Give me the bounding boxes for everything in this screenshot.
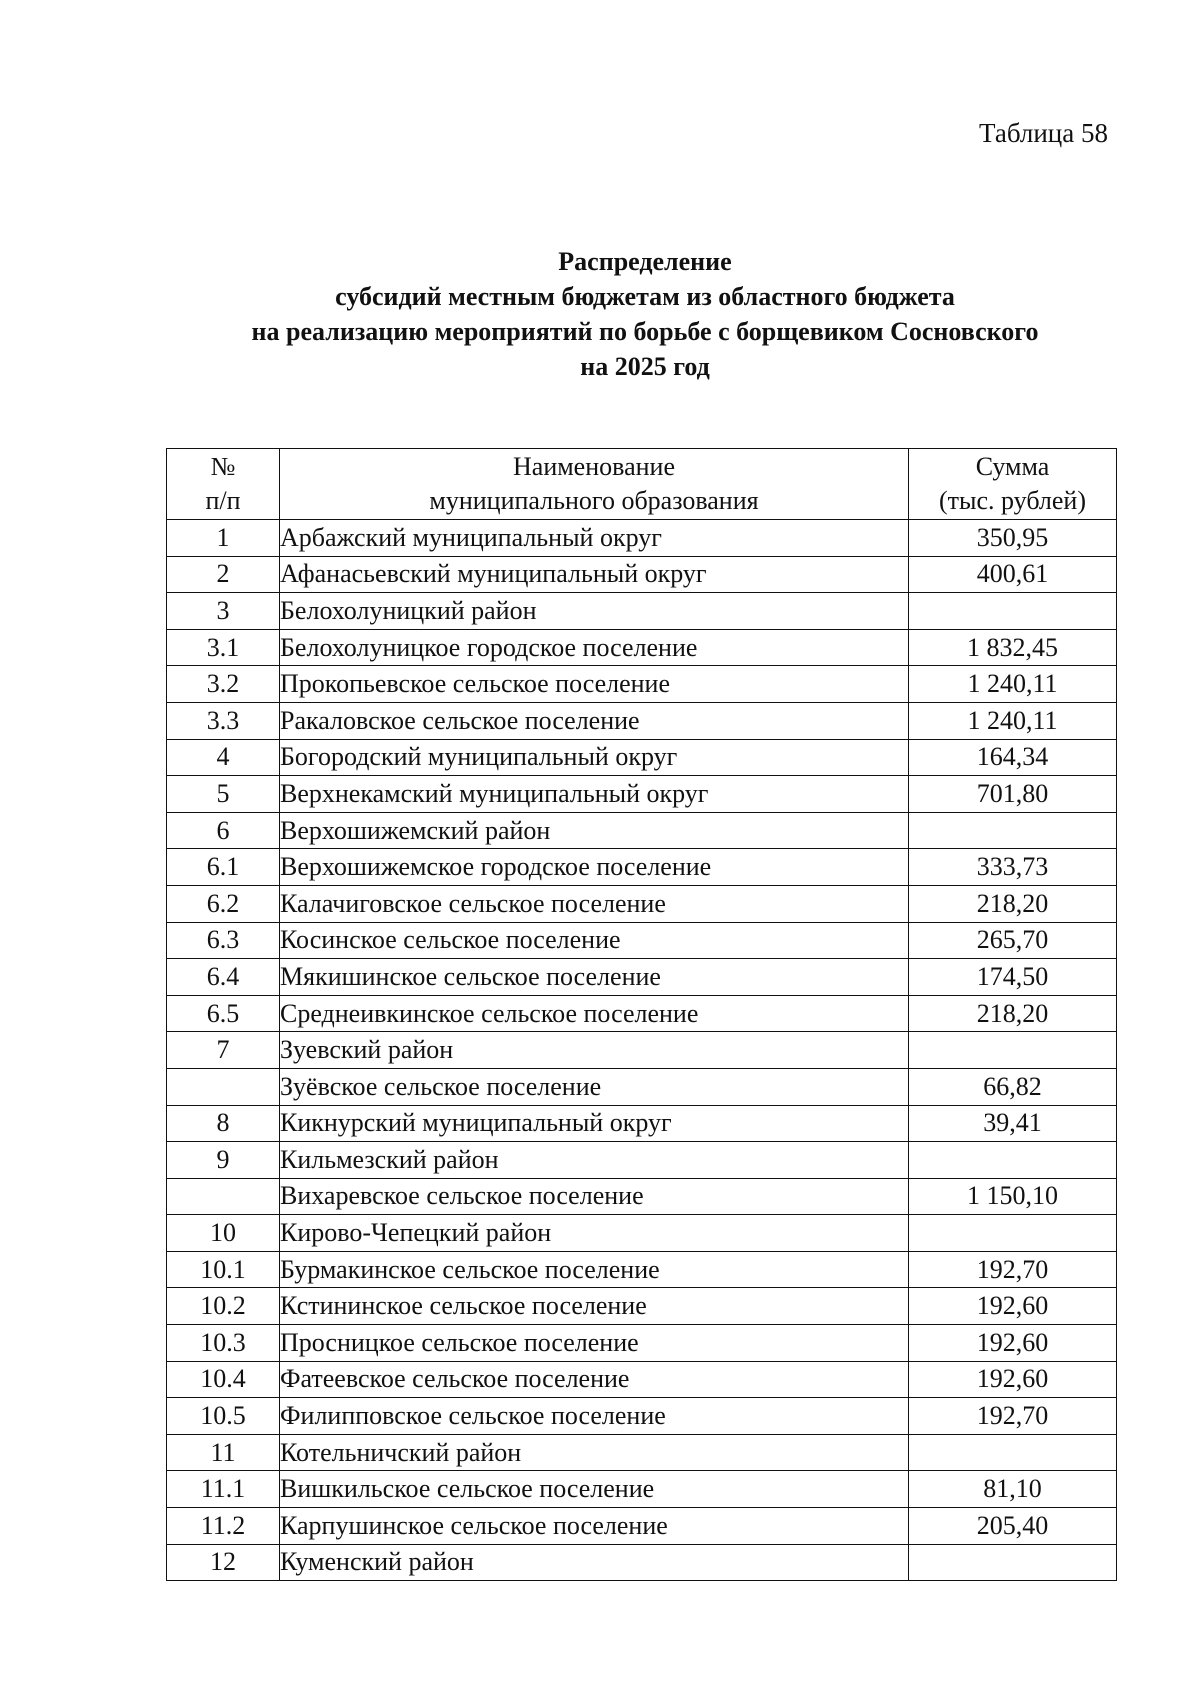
row-sum [909,1434,1117,1471]
header-sum-line-1: Сумма [975,452,1050,481]
row-sum [909,1544,1117,1581]
row-number: 6.3 [167,922,280,959]
row-name: Вишкильское сельское поселение [280,1471,909,1508]
row-name: Мякишинское сельское поселение [280,959,909,996]
table-row [167,812,1117,849]
row-name: Верхнекамский муниципальный округ [280,776,909,813]
header-number [167,449,280,520]
table-row [167,849,1117,886]
table-row [167,1398,1117,1435]
table-header-row [167,449,1117,520]
row-sum: 1 832,45 [909,629,1117,666]
table-row [167,1471,1117,1508]
table-row [167,556,1117,593]
row-name: Белохолуницкое городское поселение [280,629,909,666]
row-name: Калачиговское сельское поселение [280,885,909,922]
table-row [167,702,1117,739]
row-name: Фатеевское сельское поселение [280,1361,909,1398]
header-name-line-1: Наименование [513,452,675,481]
row-sum: 218,20 [909,995,1117,1032]
header-number-line-1: № [210,452,236,481]
row-name: Богородский муниципальный округ [280,739,909,776]
row-sum: 192,70 [909,1398,1117,1435]
document-title [0,244,1200,384]
row-number: 8 [167,1105,280,1142]
row-number: 7 [167,1032,280,1069]
table-row [167,1251,1117,1288]
row-sum: 218,20 [909,885,1117,922]
row-name: Афанасьевский муниципальный округ [280,556,909,593]
table-number: Таблица 58 [979,118,1108,148]
table-row [167,1508,1117,1545]
table-row [167,1105,1117,1142]
row-name: Кирово-Чепецкий район [280,1215,909,1252]
table-row [167,1215,1117,1252]
row-name: Куменский район [280,1544,909,1581]
row-sum: 265,70 [909,922,1117,959]
row-number: 10.4 [167,1361,280,1398]
row-sum: 205,40 [909,1508,1117,1545]
row-number [167,1068,280,1105]
row-number: 11.2 [167,1508,280,1545]
row-number: 3.2 [167,666,280,703]
table-row [167,1434,1117,1471]
row-name: Косинское сельское поселение [280,922,909,959]
row-number: 10.3 [167,1325,280,1362]
table-row [167,1361,1117,1398]
row-sum: 192,60 [909,1325,1117,1362]
table-row [167,666,1117,703]
row-number: 4 [167,739,280,776]
row-sum: 1 150,10 [909,1178,1117,1215]
title-line-4: на 2025 год [580,352,710,381]
row-number [167,1178,280,1215]
table-row [167,1068,1117,1105]
row-sum [909,593,1117,630]
row-name: Просницкое сельское поселение [280,1325,909,1362]
row-name: Филипповское сельское поселение [280,1398,909,1435]
title-line-1: Распределение [558,247,732,276]
row-name: Верхошижемское городское поселение [280,849,909,886]
row-sum: 192,60 [909,1288,1117,1325]
row-sum: 1 240,11 [909,702,1117,739]
row-sum [909,1215,1117,1252]
table-row [167,1178,1117,1215]
table-row [167,1544,1117,1581]
row-number: 6.1 [167,849,280,886]
row-number: 12 [167,1544,280,1581]
row-number: 11 [167,1434,280,1471]
table-row [167,885,1117,922]
row-name: Кстининское сельское поселение [280,1288,909,1325]
row-name: Карпушинское сельское поселение [280,1508,909,1545]
row-sum: 81,10 [909,1471,1117,1508]
table-row [167,1325,1117,1362]
table-row [167,995,1117,1032]
row-sum: 192,60 [909,1361,1117,1398]
row-number: 3.3 [167,702,280,739]
row-number: 11.1 [167,1471,280,1508]
row-sum: 192,70 [909,1251,1117,1288]
table-row [167,1032,1117,1069]
header-sum-line-2: (тыс. рублей) [938,486,1086,515]
row-name: Белохолуницкий район [280,593,909,630]
row-name: Бурмакинское сельское поселение [280,1251,909,1288]
row-sum: 333,73 [909,849,1117,886]
row-name: Котельничский район [280,1434,909,1471]
table-row [167,922,1117,959]
row-number: 6.2 [167,885,280,922]
row-name: Среднеивкинское сельское поселение [280,995,909,1032]
row-number: 6.5 [167,995,280,1032]
row-name: Кильмезский район [280,1142,909,1179]
row-number: 5 [167,776,280,813]
row-name: Арбажский муниципальный округ [280,520,909,557]
row-number: 9 [167,1142,280,1179]
title-line-2: субсидий местным бюджетам из областного бюджета [335,282,955,311]
table-row [167,520,1117,557]
row-name: Прокопьевское сельское поселение [280,666,909,703]
row-number: 10.1 [167,1251,280,1288]
row-sum: 164,34 [909,739,1117,776]
row-name: Ракаловское сельское поселение [280,702,909,739]
header-number-line-2: п/п [205,486,241,515]
row-sum: 350,95 [909,520,1117,557]
row-sum [909,812,1117,849]
row-name: Зуёвское сельское поселение [280,1068,909,1105]
table-row [167,776,1117,813]
table-row [167,629,1117,666]
row-sum: 1 240,11 [909,666,1117,703]
row-sum: 39,41 [909,1105,1117,1142]
table-body [167,520,1117,1581]
row-number: 3.1 [167,629,280,666]
row-sum: 400,61 [909,556,1117,593]
header-sum [909,449,1117,520]
row-sum: 174,50 [909,959,1117,996]
row-name: Зуевский район [280,1032,909,1069]
distribution-table [166,448,1117,1581]
row-name: Верхошижемский район [280,812,909,849]
row-sum [909,1032,1117,1069]
row-sum: 701,80 [909,776,1117,813]
row-number: 2 [167,556,280,593]
header-name-line-2: муниципального образования [429,486,759,515]
row-sum [909,1142,1117,1179]
table-row [167,739,1117,776]
table-row [167,1288,1117,1325]
title-line-3: на реализацию мероприятий по борьбе с борщевиком Сосновского [251,317,1039,346]
table-row [167,593,1117,630]
row-number: 10.5 [167,1398,280,1435]
row-number: 10.2 [167,1288,280,1325]
row-sum: 66,82 [909,1068,1117,1105]
table-row [167,959,1117,996]
table-row [167,1142,1117,1179]
row-number: 10 [167,1215,280,1252]
header-name [280,449,909,520]
row-number: 3 [167,593,280,630]
row-name: Вихаревское сельское поселение [280,1178,909,1215]
row-number: 6.4 [167,959,280,996]
row-number: 6 [167,812,280,849]
row-number: 1 [167,520,280,557]
row-name: Кикнурский муниципальный округ [280,1105,909,1142]
